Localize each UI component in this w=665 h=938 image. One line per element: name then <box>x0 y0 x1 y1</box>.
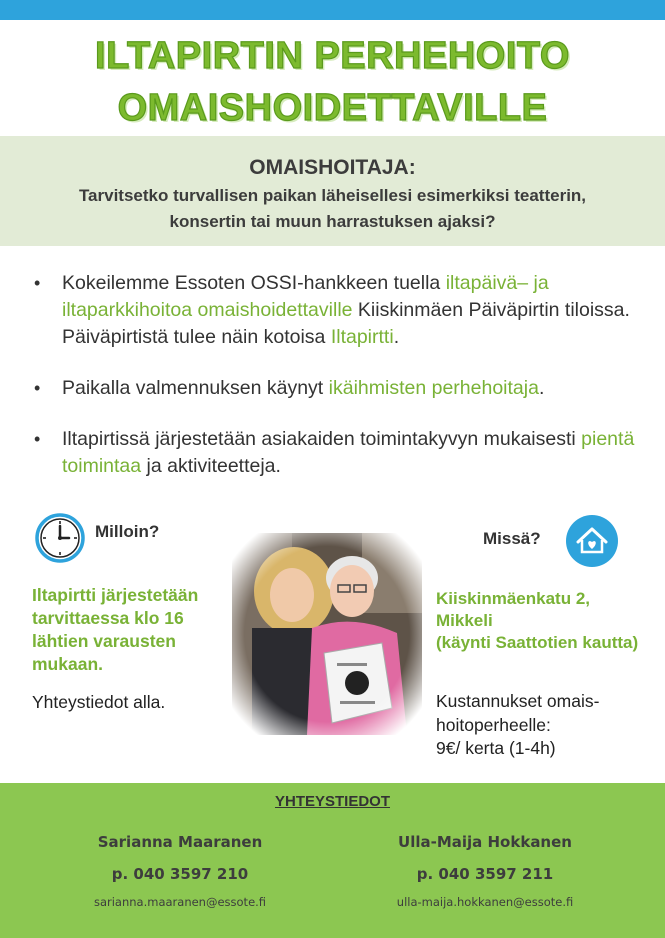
footer-title: YHTEYSTIEDOT <box>274 793 390 810</box>
bullet-text: Kiiskinmäen Päiväpirtin tiloissa. Päiväpirtistä tulee näin kotoisa <box>62 299 630 348</box>
cost-line-2: hoitoperheelle: <box>436 714 551 735</box>
list-item <box>32 426 642 480</box>
info-bullet-list <box>32 270 642 504</box>
cost-line-1: Kustannukset omais- <box>436 691 600 711</box>
title-line-1: ILTAPIRTIN PERHEHOITO <box>95 35 570 77</box>
where-label: Missä? <box>483 529 541 548</box>
bullet-highlight: iltapäivä– ja iltaparkkihoitoa omaishoidettaville <box>62 272 549 321</box>
cost-line-3: 9€/ kerta (1-4h) <box>436 738 556 758</box>
intro-band <box>0 136 665 246</box>
when-label: Milloin? <box>95 522 160 541</box>
list-item <box>32 270 642 351</box>
contact-name: Ulla-Maija Hokkanen <box>398 833 572 851</box>
intro-heading: OMAISHOITAJA: <box>249 156 416 179</box>
contact-footer <box>0 783 665 938</box>
bullet-text: . <box>393 326 400 348</box>
intro-line-1: Tarvitsetko turvallisen paikan läheisellesi esimerkiksi teatterin, <box>78 186 587 205</box>
bullet-highlight: ikäihmisten perhehoitaja <box>328 377 539 399</box>
contact-email: ulla-maija.hokkanen@essote.fi <box>396 895 574 909</box>
bullet-dot-icon: • <box>34 429 41 449</box>
contact-phone: p. 040 3597 210 <box>111 865 249 883</box>
contact-card <box>335 833 635 909</box>
contact-card <box>30 833 330 909</box>
contact-phone: p. 040 3597 211 <box>416 865 554 883</box>
intro-question <box>0 183 665 235</box>
caregiver-photo <box>232 533 422 735</box>
intro-line-2: konsertin tai muun harrastuksen ajaksi? <box>169 212 496 231</box>
bullet-text: ja aktiviteetteja. <box>141 455 281 477</box>
address-line-1: Kiiskinmäenkatu 2, <box>436 589 591 608</box>
page-title <box>0 30 665 134</box>
bullet-text: Kokeilemme Essoten OSSI-hankkeen tuella <box>62 272 446 294</box>
bullet-highlight: Iltapirtti <box>330 326 394 348</box>
contact-note: Yhteystiedot alla. <box>32 692 166 712</box>
contact-name: Sarianna Maaranen <box>97 833 263 851</box>
top-color-bar <box>0 0 665 20</box>
address-line-3: (käynti Saattotien kautta) <box>436 633 639 652</box>
when-description: Iltapirtti järjestetään tarvittaessa klo 16 lähtien varausten mukaan. <box>32 585 199 674</box>
bullet-dot-icon: • <box>34 378 41 398</box>
cost-info <box>436 690 646 761</box>
bullet-dot-icon: • <box>34 273 41 293</box>
title-line-2: OMAISHOIDETTAVILLE <box>117 87 548 129</box>
contact-email: sarianna.maaranen@essote.fi <box>93 895 267 909</box>
house-heart-icon <box>566 515 618 567</box>
clock-icon <box>34 512 86 564</box>
bullet-text: Iltapirtissä järjestetään asiakaiden toimintakyvyn mukaisesti <box>62 428 582 450</box>
bullet-text: Paikalla valmennuksen käynyt <box>62 377 329 399</box>
bullet-text: . <box>538 377 545 399</box>
address-line-2: Mikkeli <box>436 611 493 630</box>
list-item <box>32 375 642 402</box>
address <box>436 588 661 654</box>
bullet-highlight: pientä toimintaa <box>62 428 635 477</box>
